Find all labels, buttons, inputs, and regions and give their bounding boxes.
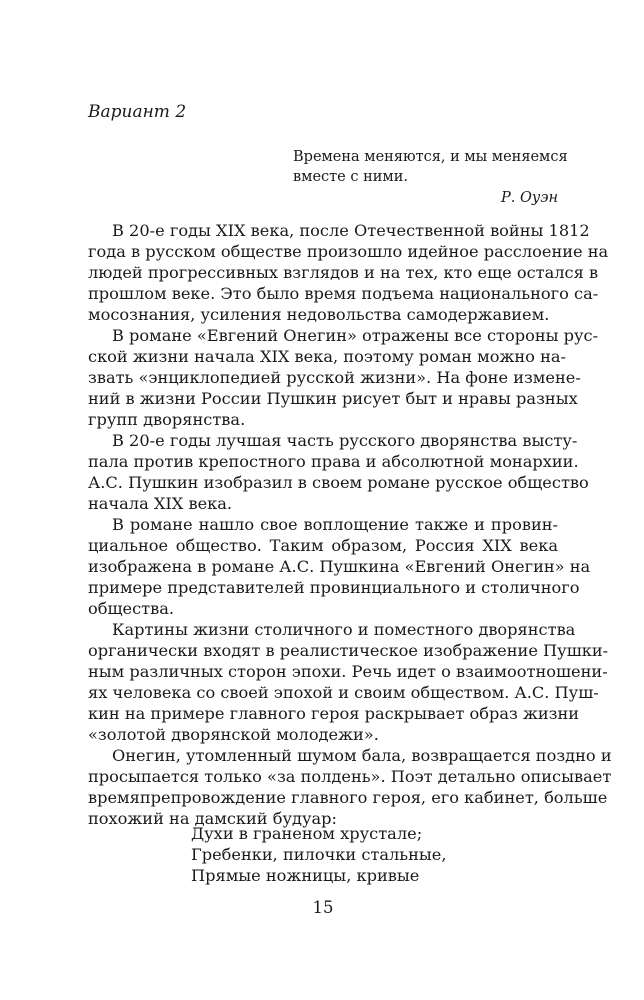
text-line: В романе нашло свое воплощение также и провин- <box>112 515 558 534</box>
text-line: просыпается только «за полдень». Поэт детально описывает <box>88 767 612 786</box>
text-line: года в русском обществе произошло идейное расслоение на <box>88 242 609 261</box>
page-number: 15 <box>312 898 334 917</box>
variant-heading: Вариант 2 <box>88 102 187 122</box>
text-line: пала против крепостного права и абсолютной монархии. <box>88 452 579 471</box>
text-line: начала XIX века. <box>88 494 233 513</box>
epigraph-line: вместе с ними. <box>293 169 408 185</box>
epigraph-author: Р. Оуэн <box>501 190 558 206</box>
paragraph-1 <box>88 220 609 325</box>
text-line: общества. <box>88 599 175 618</box>
text-line: кин на примере главного героя раскрывает образ жизни <box>88 704 580 723</box>
text-line: Картины жизни столичного и поместного дворянства <box>112 620 576 639</box>
epigraph-line: Времена меняются, и мы меняемся <box>293 149 568 165</box>
poem-line: Гребенки, пилочки стальные, <box>191 845 447 864</box>
text-line: циальное общество. Таким образом, Россия XIX века <box>88 536 558 555</box>
text-line: групп дворянства. <box>88 410 246 429</box>
text-line: изображена в романе А.С. Пушкина «Евгений Онегин» на <box>88 557 591 576</box>
poem-line: Духи в граненом хрустале; <box>191 824 423 843</box>
poem-line: Прямые ножницы, кривые <box>191 866 420 885</box>
text-line: А.С. Пушкин изобразил в своем романе русское общество <box>88 473 589 492</box>
text-line: органически входят в реалистическое изображение Пушки- <box>88 641 609 660</box>
paragraph-3 <box>88 430 589 514</box>
text-line: Онегин, утомленный шумом бала, возвращается поздно и <box>112 746 612 765</box>
text-line: ской жизни начала XIX века, поэтому роман можно на- <box>88 347 566 366</box>
text-line: мосознания, усиления недовольства самодержавием. <box>88 305 550 324</box>
paragraph-5 <box>88 619 609 745</box>
text-line: «золотой дворянской молодежи». <box>88 725 379 744</box>
text-line: В романе «Евгений Онегин» отражены все стороны рус- <box>112 326 599 345</box>
text-line: звать «энциклопедией русской жизни». На фоне измене- <box>88 368 581 387</box>
text-line: прошлом веке. Это было время подъема национального са- <box>88 284 599 303</box>
paragraph-4 <box>88 514 591 619</box>
main-text <box>88 220 612 829</box>
paragraph-2 <box>88 325 599 430</box>
text-line: времяпрепровождение главного героя, его кабинет, больше <box>88 788 608 807</box>
text-line: примере представителей провинциального и столичного <box>88 578 580 597</box>
book-page <box>88 0 612 1000</box>
paragraph-6 <box>88 745 612 829</box>
text-line: людей прогрессивных взглядов и на тех, кто еще остался в <box>88 263 599 282</box>
text-line: похожий на дамский будуар: <box>88 809 337 828</box>
epigraph <box>293 147 568 208</box>
text-line: ях человека со своей эпохой и своим обществом. А.С. Пуш- <box>88 683 599 702</box>
text-line: ным различных сторон эпохи. Речь идет о взаимоотношени- <box>88 662 608 681</box>
text-line: В 20-е годы XIX века, после Отечественной войны 1812 <box>112 221 590 240</box>
poem-quote <box>191 823 447 886</box>
text-line: ний в жизни России Пушкин рисует быт и нравы разных <box>88 389 578 408</box>
text-line: В 20-е годы лучшая часть русского дворянства высту- <box>112 431 578 450</box>
